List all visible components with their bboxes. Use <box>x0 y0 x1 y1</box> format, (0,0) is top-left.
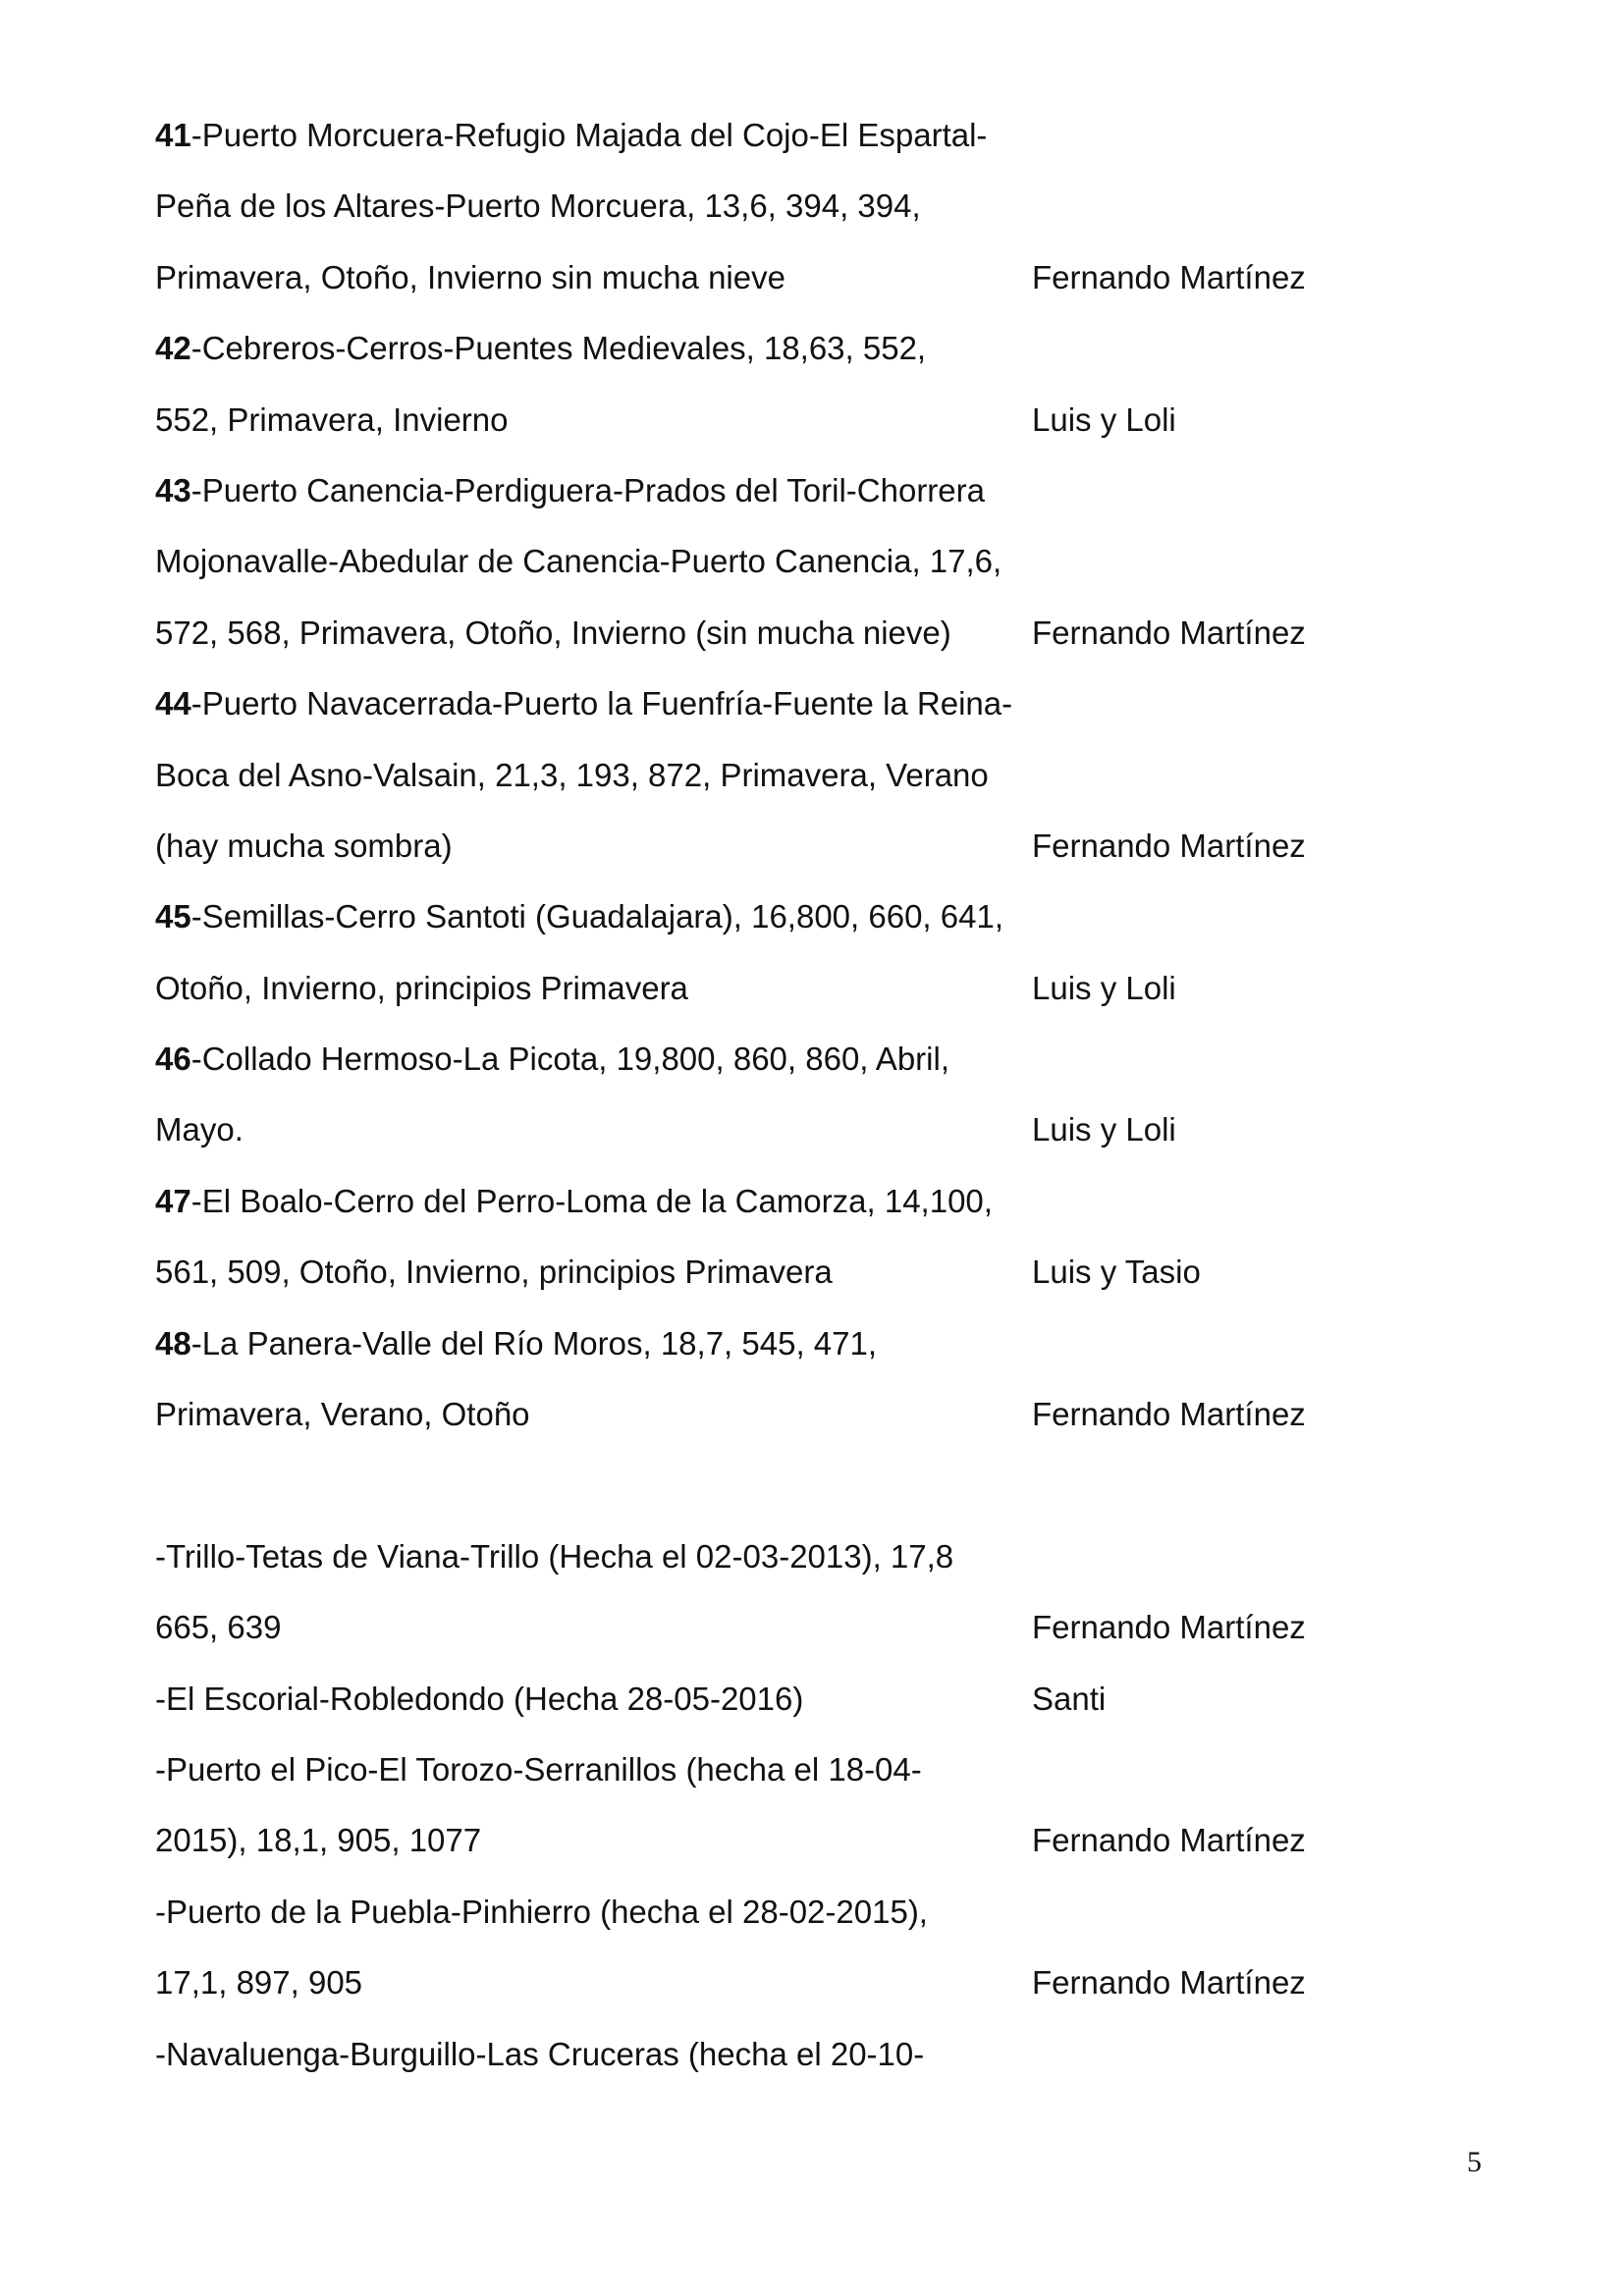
route-author: Fernando Martínez <box>1032 1396 1306 1433</box>
route-description: -Collado Hermoso-La Picota, 19,800, 860, 860, Abril, <box>190 1041 949 1078</box>
route-description: -El Boalo-Cerro del Perro-Loma de la Camorza, 14,100, <box>190 1182 993 1219</box>
route-author: Luis y Loli <box>1032 969 1176 1006</box>
list-item <box>155 1602 1373 1673</box>
route-author: Fernando Martínez <box>1032 614 1306 651</box>
route-text <box>155 181 921 232</box>
route-text <box>155 608 951 659</box>
blank-line <box>155 1460 1373 1530</box>
route-text <box>155 1034 949 1085</box>
route-author: Fernando Martínez <box>1032 258 1306 295</box>
route-number: 45 <box>155 898 191 935</box>
route-description: Peña de los Altares-Puerto Morcuera, 13,6, 394, 394, <box>155 187 921 225</box>
list-item <box>155 1744 1373 1815</box>
route-list <box>155 110 1373 2100</box>
route-description: -Puerto el Pico-El Torozo-Serranillos (hecha el 18-04- <box>155 1750 922 1788</box>
list-item <box>155 963 1373 1034</box>
route-description: (hay mucha sombra) <box>155 827 453 864</box>
list-item <box>155 1034 1373 1104</box>
route-description: Mojonavalle-Abedular de Canencia-Puerto Canencia, 17,6, <box>155 543 1002 580</box>
list-item <box>155 678 1373 749</box>
route-text <box>155 2029 924 2080</box>
list-item <box>155 1674 1373 1744</box>
list-item <box>155 1247 1373 1317</box>
list-item <box>155 252 1373 323</box>
route-description: Boca del Asno-Valsain, 21,3, 193, 872, Primavera, Verano <box>155 756 989 793</box>
route-text <box>155 1602 281 1653</box>
route-description: 561, 509, Otoño, Invierno, principios Primavera <box>155 1254 833 1291</box>
route-description: 665, 639 <box>155 1609 282 1646</box>
list-item <box>155 2029 1373 2100</box>
route-text <box>155 1887 928 1938</box>
route-description: 552, Primavera, Invierno <box>155 400 509 438</box>
route-author: Fernando Martínez <box>1032 1609 1306 1646</box>
route-description: -Puerto Navacerrada-Puerto la Fuenfría-Fuente la Reina- <box>190 685 1013 722</box>
list-item <box>155 1887 1373 1957</box>
route-text <box>155 1176 993 1227</box>
route-text <box>155 536 1001 587</box>
route-author: Luis y Tasio <box>1032 1254 1201 1291</box>
list-item <box>155 1957 1373 2028</box>
route-description: -Puerto Canencia-Perdiguera-Prados del Toril-Chorrera <box>190 471 985 508</box>
route-text <box>155 821 453 872</box>
list-item <box>155 1531 1373 1602</box>
route-text <box>155 110 987 161</box>
route-description: -Puerto de la Puebla-Pinhierro (hecha el 28-02-2015), <box>155 1893 928 1930</box>
route-description: 572, 568, Primavera, Otoño, Invierno (sin mucha nieve) <box>155 614 951 651</box>
route-text <box>155 1247 833 1298</box>
route-description: -La Panera-Valle del Río Moros, 18,7, 545, 471, <box>190 1324 878 1362</box>
route-text <box>155 963 688 1014</box>
list-item <box>155 891 1373 962</box>
list-item <box>155 608 1373 678</box>
route-author: Luis y Loli <box>1032 1111 1176 1148</box>
route-number: 41 <box>155 117 191 153</box>
list-item <box>155 110 1373 181</box>
route-number: 48 <box>155 1324 191 1362</box>
route-description: -Trillo-Tetas de Viana-Trillo (Hecha el 02-03-2013), 17,8 <box>155 1537 954 1575</box>
list-item <box>155 1176 1373 1247</box>
route-text <box>155 1815 481 1866</box>
route-description: -Navaluenga-Burguillo-Las Cruceras (hecha el 20-10- <box>155 2035 925 2072</box>
list-item <box>155 1104 1373 1175</box>
list-item <box>155 323 1373 394</box>
route-description: Primavera, Otoño, Invierno sin mucha nieve <box>155 258 785 295</box>
route-text <box>155 465 985 516</box>
list-item <box>155 1389 1373 1460</box>
list-item <box>155 1815 1373 1886</box>
route-description: Mayo. <box>155 1111 244 1148</box>
route-text <box>155 1531 953 1582</box>
route-text <box>155 891 1003 942</box>
route-number: 43 <box>155 471 191 508</box>
route-description: 17,1, 897, 905 <box>155 1964 363 2002</box>
list-item <box>155 750 1373 821</box>
route-number: 44 <box>155 685 191 722</box>
route-number: 42 <box>155 330 191 367</box>
route-description: Otoño, Invierno, principios Primavera <box>155 969 688 1006</box>
route-description: -El Escorial-Robledondo (Hecha 28-05-2016) <box>155 1680 804 1717</box>
route-text <box>155 395 509 446</box>
list-item <box>155 181 1373 251</box>
list-item <box>155 1318 1373 1389</box>
route-text <box>155 1389 530 1440</box>
list-item <box>155 821 1373 891</box>
route-text <box>155 1104 244 1155</box>
route-text <box>155 323 926 374</box>
route-author: Fernando Martínez <box>1032 1822 1306 1859</box>
page-number: 5 <box>1467 2146 1482 2178</box>
route-number: 46 <box>155 1041 191 1078</box>
route-text <box>155 1318 877 1369</box>
route-description: 2015), 18,1, 905, 1077 <box>155 1822 482 1859</box>
route-number: 47 <box>155 1182 191 1219</box>
route-text <box>155 678 1012 729</box>
route-author: Fernando Martínez <box>1032 827 1306 864</box>
route-description: Primavera, Verano, Otoño <box>155 1396 530 1433</box>
route-description: -Puerto Morcuera-Refugio Majada del Cojo-El Espartal- <box>190 117 988 153</box>
route-author: Luis y Loli <box>1032 400 1176 438</box>
list-item <box>155 395 1373 465</box>
route-text <box>155 750 989 801</box>
route-description: -Semillas-Cerro Santoti (Guadalajara), 16,800, 660, 641, <box>190 898 1003 935</box>
route-description: -Cebreros-Cerros-Puentes Medievales, 18,63, 552, <box>190 330 927 367</box>
route-author: Fernando Martínez <box>1032 1964 1306 2002</box>
list-item <box>155 536 1373 607</box>
list-item <box>155 465 1373 536</box>
route-text <box>155 1744 922 1795</box>
route-text <box>155 1674 803 1725</box>
route-author: Santi <box>1032 1680 1107 1717</box>
route-text <box>155 252 785 303</box>
route-text <box>155 1957 362 2008</box>
